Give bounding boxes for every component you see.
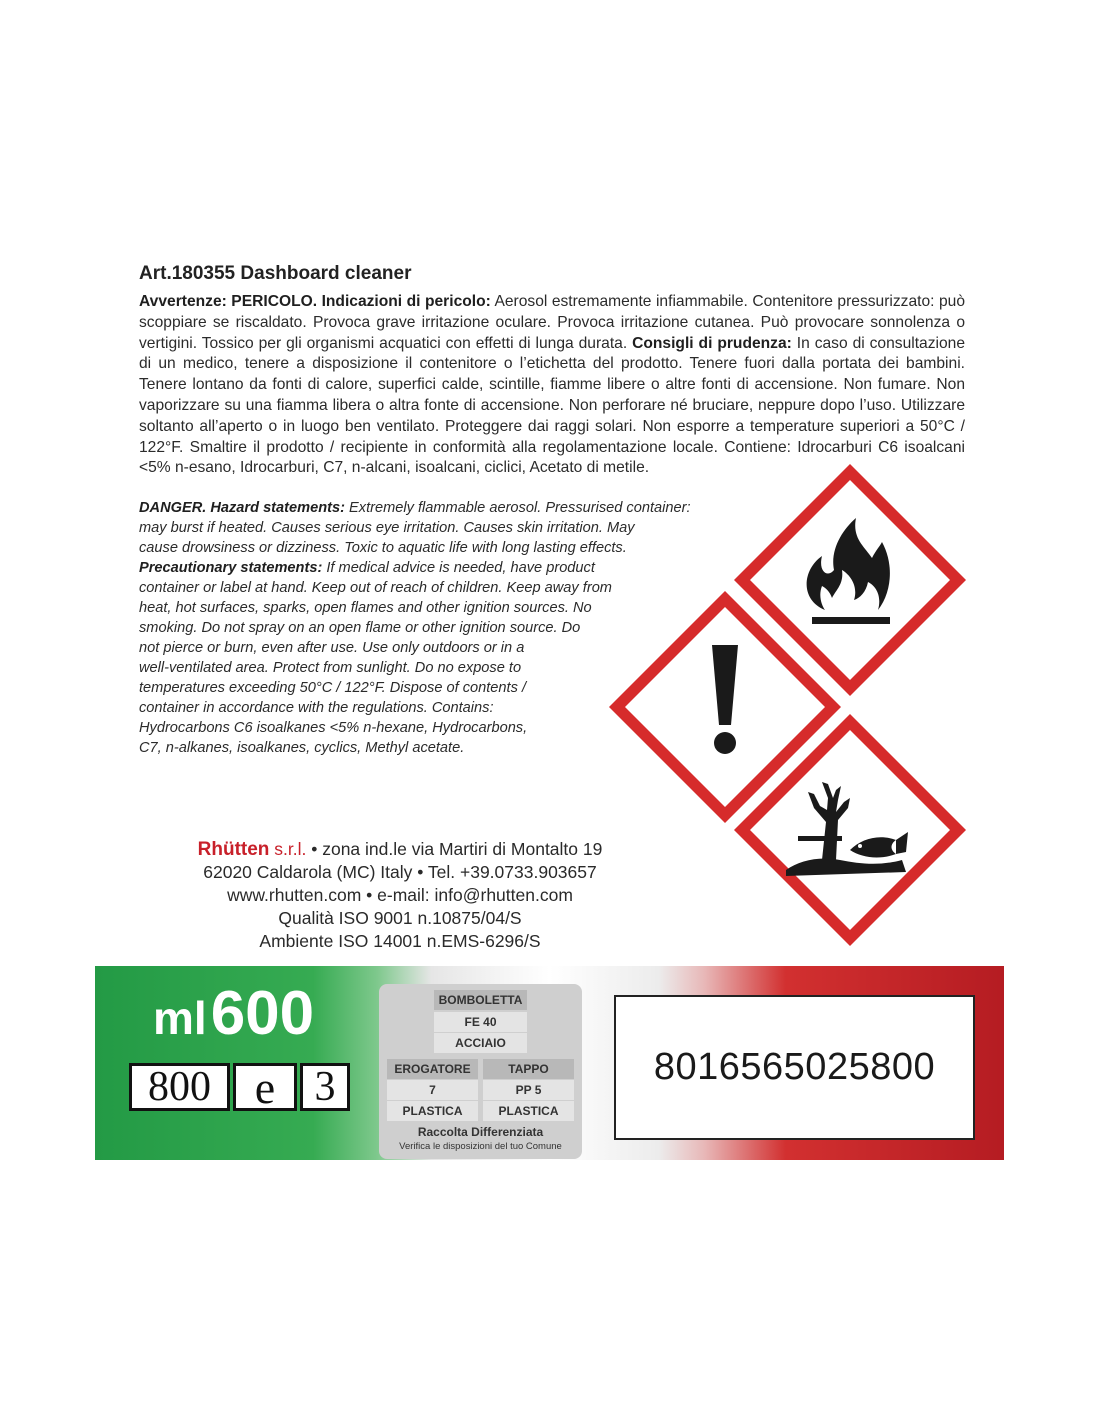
recycle-dispenser-title: EROGATORE (387, 1059, 478, 1079)
recycle-can-code: FE 40 (434, 1012, 527, 1032)
brand-name: Rhütten (197, 839, 270, 860)
volume-value: 600 (210, 979, 315, 1048)
recycle-can-material: ACCIAIO (434, 1033, 527, 1053)
english-precaution-label: Precautionary statements: (139, 560, 323, 576)
italian-hazard-text: Aerosol estremamente infiammabile. Contenitore pressurizzato: può scoppiare se riscaldato. Provoca grave irritazione oculare. Provoca irritazione cutanea. Può provocare sonnolenza o vertigini. Tossico per gli organismi acquatici con effetti di lunga durata. (139, 293, 965, 352)
english-line: cause drowsiness or dizziness. Toxic to aquatic life with long lasting effects. (139, 540, 627, 556)
environment-cert: Ambiente ISO 14001 n.EMS-6296/S (259, 931, 541, 951)
italian-warning-label: Avvertenze: PERICOLO. Indicazioni di pericolo: (139, 293, 491, 310)
recycle-cap-code: PP 5 (483, 1080, 574, 1100)
quality-cert: Qualità ISO 9001 n.10875/04/S (278, 908, 522, 928)
ghs-environment-icon (730, 710, 970, 950)
italian-warnings (139, 292, 965, 479)
volume-unit: ml (153, 992, 207, 1044)
company-address: • zona ind.le via Martiri di Montalto 19 (306, 839, 603, 859)
recycle-footer-note: Verifica le disposizioni del tuo Comune (399, 1140, 562, 1152)
estimated-sign-box: e (233, 1063, 297, 1111)
recycle-dispenser-material: PLASTICA (387, 1101, 478, 1121)
ean-barcode-number: 8016565025800 (614, 995, 975, 1140)
brand-suffix: s.r.l. (269, 839, 307, 859)
recycle-dispenser-code: 7 (387, 1080, 478, 1100)
english-line: well-ventilated area. Protect from sunlight. Do no expose to (139, 660, 522, 676)
english-line: Hydrocarbons C6 isoalkanes <5% n-hexane, Hydrocarbons, (139, 720, 528, 736)
volume-label (153, 978, 314, 1049)
company-address-2: 62020 Caldarola (MC) Italy • Tel. +39.0733.903657 (203, 862, 597, 882)
english-danger-label: DANGER. Hazard statements: (139, 500, 345, 516)
english-line: heat, hot surfaces, sparks, open flames and other ignition sources. No (139, 600, 592, 616)
recycle-footer-title: Raccolta Differenziata (417, 1125, 544, 1139)
italian-precaution-label: Consigli di prudenza: (632, 334, 792, 352)
english-line: container in accordance with the regulations. Contains: (139, 700, 494, 716)
english-line: C7, n-alkanes, isoalkanes, cyclics, Methyl acetate. (139, 740, 465, 756)
english-line: may burst if heated. Causes serious eye irritation. Causes skin irritation. May (139, 520, 635, 536)
company-web: www.rhutten.com • e-mail: info@rhutten.com (227, 885, 573, 905)
italian-precaution-text: In caso di consultazione di un medico, tenere a disposizione il contenitore o l’etichetta del prodotto. Tenere fuori dalla portata dei bambini. Tenere lontano da fonti di calore, superfici calde, scintille, fiamme libere o altre fonti di accensione. Non fumare. Non vaporizzare su una fiamma libera o altra fonte di accensione. Non perforare né bruciare, neppure dopo l’uso. Utilizzare soltanto all’aperto o in luogo ben ventilato. Proteggere dai raggi solari. Non esporre a temperature superiori a 50°C / 122°F. Smaltire il prodotto / recipiente in conformità alla regolamentazione locale. Contiene: Idrocarburi C6 isoalcani <5% n-esano, Idrocarburi, C7, n-alcani, isoalcani, ciclici, Acetato di metile. (139, 334, 965, 477)
company-info (140, 838, 660, 953)
volume-box-left: 800 (129, 1063, 230, 1111)
english-line: not pierce or burn, even after use. Use only outdoors or in a (139, 640, 525, 656)
english-line: Extremely flammable aerosol. Pressurised container: (344, 500, 691, 516)
recycle-cap-material: PLASTICA (483, 1101, 574, 1121)
recycle-can-title: BOMBOLETTA (434, 990, 527, 1010)
english-line: If medical advice is needed, have product (322, 560, 595, 576)
product-title: Art.180355 Dashboard cleaner (139, 263, 412, 284)
recycle-cap-title: TAPPO (483, 1059, 574, 1079)
english-line: smoking. Do not spray on an open flame or other ignition source. Do (139, 620, 581, 636)
volume-box-right: 3 (300, 1063, 350, 1111)
english-line: temperatures exceeding 50°C / 122°F. Dispose of contents / (139, 680, 527, 696)
english-line: container or label at hand. Keep out of reach of children. Keep away from (139, 580, 612, 596)
